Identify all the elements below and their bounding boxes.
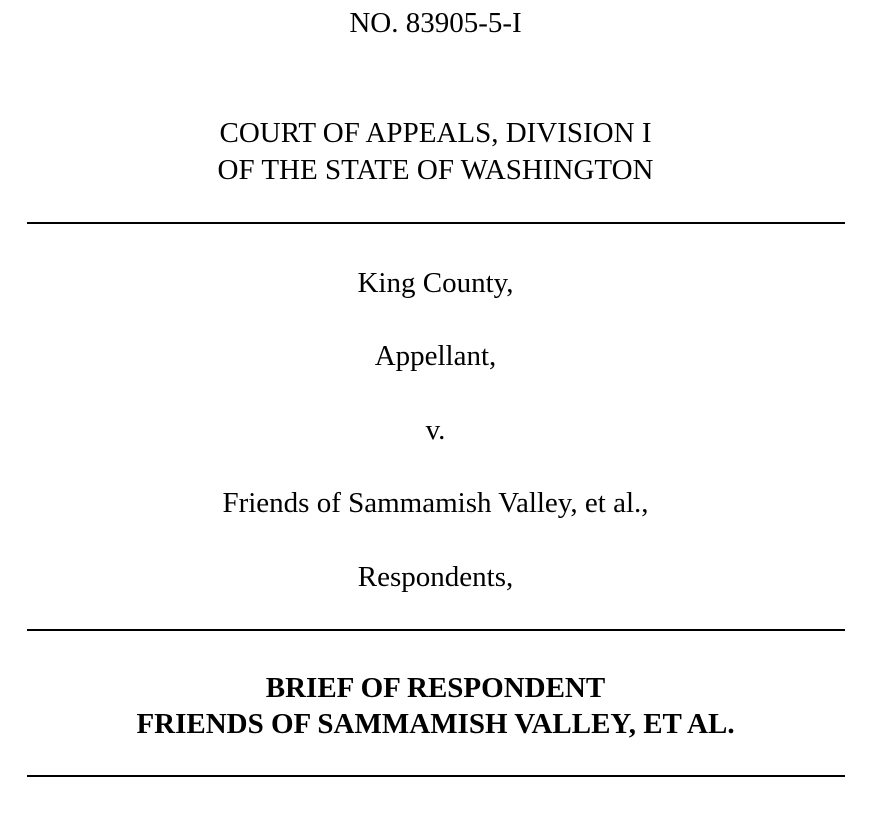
divider-top (27, 222, 845, 224)
brief-title-line-2: FRIENDS OF SAMMAMISH VALLEY, ET AL. (136, 708, 735, 740)
court-name-line-2: OF THE STATE OF WASHINGTON (217, 154, 654, 186)
brief-title-line-1: BRIEF OF RESPONDENT (265, 672, 606, 704)
respondent-role: Respondents, (357, 561, 514, 593)
court-name-line-1: COURT OF APPEALS, DIVISION I (219, 117, 652, 149)
divider-middle (27, 629, 845, 631)
divider-bottom (27, 775, 845, 777)
case-number: NO. 83905-5-I (349, 7, 522, 39)
versus: v. (425, 414, 446, 446)
appellant-role: Appellant, (374, 340, 497, 372)
respondent-party: Friends of Sammamish Valley, et al., (222, 487, 649, 519)
appellant-party: King County, (357, 267, 514, 299)
